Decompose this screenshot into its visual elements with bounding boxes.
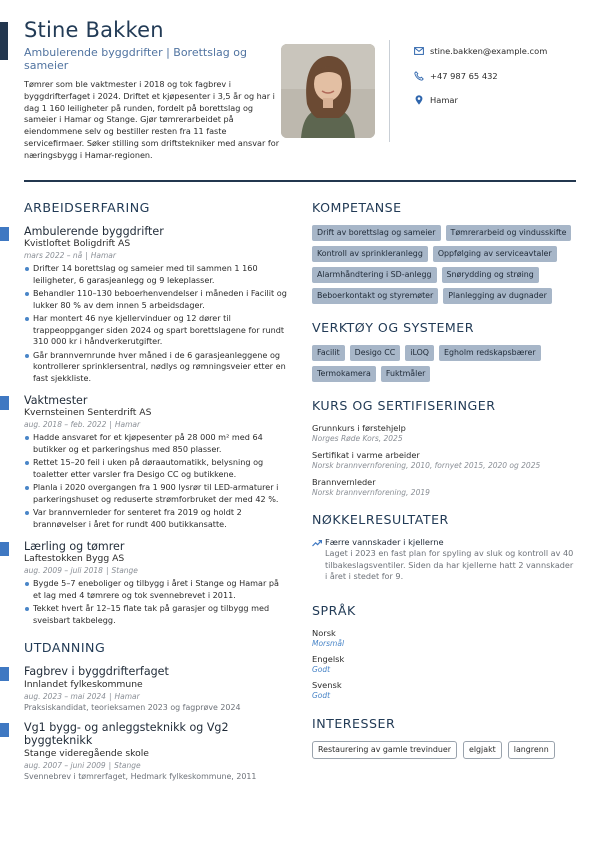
job-company: Laftestokken Bygg AS: [24, 553, 125, 564]
languages-heading: SPRÅK: [312, 602, 356, 618]
phone-icon: [414, 71, 424, 81]
certs-heading: KURS OG SERTIFISERINGER: [312, 398, 496, 413]
header-rule: [24, 180, 576, 182]
tool-tag: Termokamera: [312, 366, 376, 382]
school-name: Stange videregående skole: [24, 747, 149, 759]
education-location: Hamar: [114, 691, 140, 701]
skill-tag: Tømrerarbeid og vindusskifte: [446, 225, 572, 241]
contact-email[interactable]: [414, 45, 547, 57]
cert-name: Brannvernleder: [312, 477, 376, 487]
cert-item: [312, 423, 578, 444]
skill-tag: Beboerkontakt og styremøter: [312, 288, 438, 304]
education-item: [24, 665, 288, 713]
cert-issuer: Norsk brannvernforening, 2019: [312, 488, 430, 497]
result-item: [312, 537, 578, 583]
envelope-icon: [414, 46, 424, 56]
bullet-item: Var brannvernleder for senteret fra 2019 og holdt 2 brannøvelser i året for rundt 400 butikkansatte.: [24, 507, 288, 530]
cert-name: Grunnkurs i førstehjelp: [312, 423, 406, 433]
language-name: Norsk: [312, 627, 336, 638]
job-title: Vaktmester: [24, 394, 88, 407]
job-meta: mars 2022 – nå | Hamar: [24, 251, 116, 260]
job-headline: Ambulerende byggdrifter | Borettslag og sameier: [24, 46, 247, 72]
skill-tag: Drift av borettslag og sameier: [312, 225, 441, 241]
skill-tag: Snørydding og strøing: [442, 267, 539, 283]
education-note: Praksiskandidat, teorieksamen 2023 og fagprøve 2024: [24, 702, 241, 712]
tool-tag: Facilit: [312, 345, 345, 361]
degree-title: Fagbrev i byggdrifterfaget: [24, 665, 169, 678]
education-location: Stange: [114, 760, 141, 770]
bullet-item: Rettet 15–20 feil i uken på døraautomatikk, belysning og toaletter etter varsler fra Desigo CC og butikkene.: [24, 457, 288, 480]
experience-item: [24, 225, 288, 384]
job-period: mars 2022 – nå: [24, 251, 83, 260]
education-period: aug. 2007 – juni 2009: [24, 760, 106, 770]
interests-list: [312, 741, 578, 759]
cert-issuer: Norsk brannvernforening, 2010, fornyet 2015, 2020 og 2025: [312, 461, 541, 470]
job-bullets: [24, 578, 288, 626]
header-divider: [389, 40, 390, 142]
job-location: Hamar: [90, 251, 116, 260]
job-meta: aug. 2009 – juli 2018 | Stange: [24, 566, 138, 575]
experience-heading: ARBEIDSERFARING: [24, 200, 150, 215]
skill-tag: Oppfølging av serviceavtaler: [433, 246, 557, 262]
bullet-item: Planla i 2020 overgangen fra 1 900 lysrør til LED-armaturer i parkeringshuset og reduserte strømforbruket der med 42 %.: [24, 482, 288, 505]
education-heading: UTDANNING: [24, 640, 106, 655]
education-period: aug. 2023 – mai 2024: [24, 691, 106, 701]
skills-tags: [312, 225, 578, 304]
tool-tag: Desigo CC: [350, 345, 401, 361]
phone-text: +47 987 65 432: [430, 70, 498, 81]
language-level: Morsmål: [312, 638, 345, 648]
education-note: Svennebrev i tømrerfaget, Hedmark fylkeskommune, 2011: [24, 771, 257, 781]
education-item: [24, 721, 288, 782]
item-marker: [0, 227, 9, 241]
contact-list: [414, 45, 547, 119]
language-name: Engelsk: [312, 653, 345, 664]
contact-location: [414, 94, 547, 106]
bullet-item: Bygde 5–7 eneboliger og tilbygg i året i Stange og Hamar på et lag med 4 tømrere og tok svennebrevet i 2011.: [24, 578, 288, 601]
bullet-item: Går brannvernrunde hver måned i de 6 garasjeanleggene og kontrollerer sprinklersentral, nødlys og rømningsveier etter en fast sjekkliste.: [24, 350, 288, 385]
skill-tag: Planlegging av dugnader: [443, 288, 552, 304]
experience-item: [24, 394, 288, 530]
interests-heading: INTERESSER: [312, 715, 396, 731]
item-marker: [0, 542, 9, 556]
skill-tag: Alarmhåndtering i SD-anlegg: [312, 267, 437, 283]
item-marker: [0, 396, 9, 410]
language-item: [312, 628, 578, 649]
bullet-item: Drifter 14 borettslag og sameier med til sammen 1 160 leiligheter, 6 garasjeanlegg og 9 lekeplasser.: [24, 263, 288, 286]
job-bullets: [24, 432, 288, 530]
portrait-image: [281, 44, 375, 138]
results-heading: NØKKELRESULTATER: [312, 512, 449, 527]
interest-tag: elgjakt: [463, 741, 502, 759]
certs-list: [312, 423, 578, 498]
person-name: Stine Bakken: [24, 18, 164, 42]
language-item: [312, 680, 578, 701]
job-location: Hamar: [114, 420, 141, 429]
job-company: Kvernsteinen Senterdrift AS: [24, 407, 152, 418]
job-period: aug. 2018 – feb. 2022: [24, 420, 107, 429]
job-company: Kvistloftet Boligdrift AS: [24, 238, 131, 249]
language-level: Godt: [312, 690, 331, 700]
language-item: [312, 654, 578, 675]
skills-heading: KOMPETANSE: [312, 200, 402, 215]
header: [24, 18, 280, 162]
skill-tag: Kontroll av sprinkleranlegg: [312, 246, 428, 262]
degree-title: Vg1 bygg- og anleggsteknikk og Vg2 byggteknikk: [24, 720, 229, 747]
education-meta: aug. 2023 – mai 2024 | Hamar: [24, 691, 140, 701]
map-pin-icon: [414, 95, 424, 105]
result-title: Færre vannskader i kjellerne: [325, 537, 444, 547]
location-text: Hamar: [430, 95, 458, 106]
cert-item: [312, 477, 578, 498]
header-accent-bar: [0, 22, 8, 60]
job-title: Lærling og tømrer: [24, 540, 125, 553]
right-column: [312, 200, 578, 759]
bullet-item: Hadde ansvaret for et kjøpesenter på 28 000 m² med 64 butikker og et parkeringshus med 850 plasser.: [24, 432, 288, 455]
language-level: Godt: [312, 664, 331, 674]
tools-tags: [312, 345, 578, 382]
cert-name: Sertifikat i varme arbeider: [312, 450, 420, 460]
contact-phone[interactable]: [414, 70, 547, 82]
tools-heading: VERKTØY OG SYSTEMER: [312, 320, 474, 335]
bullet-item: Behandler 110–130 beboerhenvendelser i måneden i Facilit og lukker 80 % av dem innen 5 arbeidsdager.: [24, 288, 288, 311]
bullet-item: Har montert 46 nye kjellervinduer og 12 dører til trappeoppganger siden 2024 og spart borettslagene for rundt 310 000 kr i håndverkerutgifter.: [24, 313, 288, 348]
job-period: aug. 2009 – juli 2018: [24, 566, 103, 575]
profile-photo: [281, 44, 375, 138]
email-text: stine.bakken@example.com: [430, 46, 548, 56]
job-bullets: [24, 263, 288, 384]
experience-item: [24, 540, 288, 626]
language-name: Svensk: [312, 679, 342, 690]
profile-summary: Tømrer som ble vaktmester i 2018 og tok fagbrev i byggdrifterfaget i 2024. Driftet et kjøpesenter i 3,5 år og har i dag 1 160 leiligheter på runden, fordelt på borettslag og sameier i Hamar og Stange. Gjør tømrerarbeidet på eiendommene selv og bestiller resten fra 11 faste servicefirmaer. Søker stilling som driftstekniker med ansvar for næringsbygg i Hamar-regionen.: [24, 79, 280, 160]
interest-tag: Restaurering av gamle trevinduer: [312, 741, 457, 759]
item-marker: [0, 667, 9, 681]
item-marker: [0, 723, 9, 737]
bullet-item: Tekket hvert år 12–15 flate tak på garasjer og tilbygg med sveisbart takbelegg.: [24, 603, 288, 626]
education-meta: aug. 2007 – juni 2009 | Stange: [24, 760, 141, 770]
tool-tag: Fuktmåler: [381, 366, 431, 382]
result-description: Laget i 2023 en fast plan for spyling av sluk og kontroll av 40 tilbakeslagsventiler. Siden da har kjellerne hatt 2 vannskader i året i stedet for 9.: [325, 548, 574, 581]
languages-list: [312, 628, 578, 701]
tool-tag: Egholm redskapsbærer: [439, 345, 541, 361]
tool-tag: iLOQ: [405, 345, 434, 361]
school-name: Innlandet fylkeskommune: [24, 678, 143, 690]
trend-up-icon: [312, 539, 322, 547]
job-location: Stange: [111, 566, 138, 575]
interest-tag: langrenn: [508, 741, 555, 759]
job-title: Ambulerende byggdrifter: [24, 225, 164, 238]
left-column: [24, 200, 288, 790]
job-meta: aug. 2018 – feb. 2022 | Hamar: [24, 420, 141, 429]
cert-item: [312, 450, 578, 471]
cert-issuer: Norges Røde Kors, 2025: [312, 434, 403, 443]
